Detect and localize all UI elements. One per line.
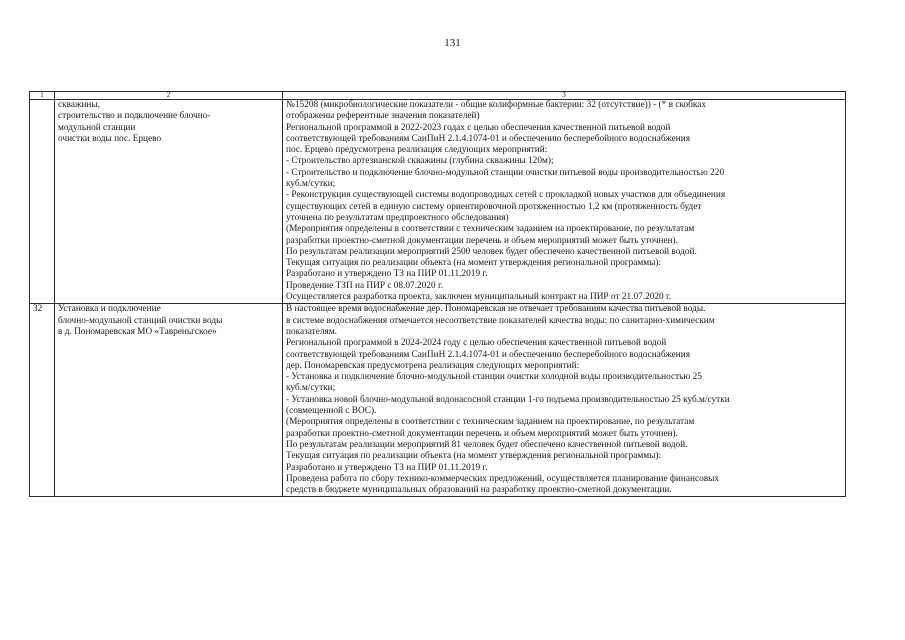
text-line: Установка и подключение [58, 304, 161, 315]
text-line: Проведение ТЗП на ПИР с 08.07.2020 г. [286, 280, 444, 291]
text-line: существующих сетей в единую систему ориентировочной протяженностью 1,2 км (протяженность будет [286, 201, 702, 212]
text-line: Разработано и утверждено ТЗ на ПИР 01.11.2019 г. [286, 462, 488, 473]
text-line: соответствующей требованиям СанПиН 2.1.4.1074-01 и обеспечению бесперебойного водоснабжения [286, 349, 690, 360]
text-line: Разработано и утверждено ТЗ на ПИР 01.11.2019 г. [286, 269, 488, 280]
text-line: в д. Пономаревская МО «Тавреньгское» [58, 326, 217, 337]
program-table [29, 91, 846, 497]
object-name-cell [55, 304, 283, 497]
row-number: 32 [30, 304, 55, 497]
text-line: - Установка новой блочно-модульной водонасосной станции 1-го подъема производительностью 25 куб.м/сутки [286, 394, 730, 405]
text-line: блочно-модульной станций очистки воды [58, 315, 223, 326]
text-line: отображены референтные значения показателей) [286, 111, 480, 122]
text-line: очистки воды пос. Ерцево [58, 133, 162, 144]
text-line: дер. Пономаревская предусмотрена реализация следующих мероприятий: [286, 360, 580, 371]
table-row [30, 304, 846, 497]
text-line: Проведена работа по сбору технико-коммерческих предложений, осуществляется планирование финансовых [286, 473, 720, 484]
text-line: пос. Ерцево предусмотрена реализация следующих мероприятий: [286, 145, 548, 156]
text-line: По результатам реализации мероприятий 81 человек будет обеспечено качественной питьевой водой. [286, 439, 688, 450]
text-line: Региональной программой в 2024-2024 году с целью обеспечения качественной питьевой водой [286, 338, 667, 349]
row-number [30, 100, 55, 304]
text-line: - Строительство артезианской скважины (глубина скважины 120м); [286, 156, 554, 167]
object-name-cell [55, 100, 283, 304]
text-line: (Мероприятия определены в соответствии с техническим заданием на проектирование, по результатам [286, 224, 695, 235]
text-line: разработки проектно-сметной документации перечень и объем мероприятий может быть уточнен). [286, 428, 678, 439]
text-line: модульной станции [58, 122, 136, 133]
text-line: В настоящее время водоснабжение дер. Пономаревская не отвечает требованиям качества питьевой воды. [286, 304, 706, 315]
column-number-3: 3 [283, 92, 846, 100]
description-cell [283, 100, 846, 304]
text-line: в системе водоснабжения отмечается несоответствие показателей качества воды: по санитарно-химическим [286, 315, 715, 326]
text-line: скважины, [58, 100, 100, 110]
column-number-row [30, 92, 846, 100]
text-line: соответствующей требованиям СанПиН 2.1.4.1074-01 и обеспечению бесперебойного водоснабжения [286, 133, 690, 144]
text-line: Текущая ситуация по реализации объекта (на момент утверждения региональной программы): [286, 258, 662, 269]
column-number-2: 2 [55, 92, 283, 100]
column-number-1: 1 [30, 92, 55, 100]
text-line: (Мероприятия определены в соответствии с техническим заданием на проектирование, по результатам [286, 417, 695, 428]
text-line: разработки проектно-сметной документации перечень и объем мероприятий может быть уточнен). [286, 235, 678, 246]
text-line: - Установка и подключение блочно-модульной станции очистки холодной воды производительностью 25 [286, 372, 702, 383]
text-line: По результатам реализации мероприятий 2500 человек будет обеспечено качественной питьевой водой. [286, 246, 697, 257]
text-line: куб.м/сутки; [286, 179, 336, 190]
page-number: 131 [444, 37, 461, 49]
text-line: Осуществляется разработка проекта, заключен муниципальный контракт на ПИР от 21.07.2020 г. [286, 292, 672, 303]
text-line: - Строительство и подключение блочно-модульной станции очистки питьевой воды производительностью 220 [286, 167, 725, 178]
text-line: куб.м/сутки; [286, 383, 336, 394]
text-line: строительство и подключение блочно- [58, 111, 211, 122]
text-line: (совмещенной с ВОС). [286, 406, 377, 417]
text-line: - Реконструкция существующей системы водопроводных сетей с прокладкой новых участков для объединения [286, 190, 726, 201]
text-line: уточнена по результатам предпроектного обследования) [286, 212, 509, 223]
text-line: Текущая ситуация по реализации объекта (на момент утверждения региональной программы): [286, 451, 662, 462]
text-line: Региональной программой в 2022-2023 годах с целью обеспечения качественной питьевой водой [286, 122, 671, 133]
table-row [30, 100, 846, 304]
description-cell [283, 304, 846, 497]
text-line: показателям. [286, 326, 337, 337]
text-line: №15208 (микробиологические показатели - общие колиформные бактерии: 32 (отсутствие)) - (* в скобках [286, 100, 707, 110]
text-line: средств в бюджете муниципальных образований на разработку проектно-сметной документации. [286, 485, 672, 496]
